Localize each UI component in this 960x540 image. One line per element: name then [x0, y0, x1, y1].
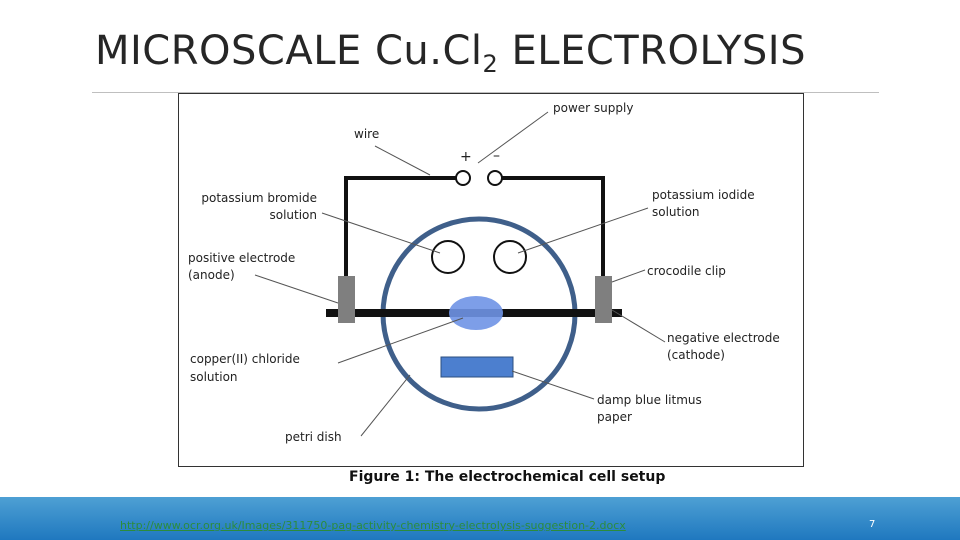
- title-suffix: ELECTROLYSIS: [498, 28, 806, 74]
- label-cathode-line1: negative electrode: [667, 331, 780, 345]
- label-anode-line1: positive electrode: [188, 251, 296, 265]
- plus-sign: +: [460, 149, 472, 165]
- page-number: 7: [869, 519, 876, 530]
- negative-terminal: [488, 171, 502, 185]
- litmus-paper: [441, 357, 513, 377]
- title-subscript: 2: [482, 50, 499, 78]
- potassium-iodide-drop: [494, 241, 526, 273]
- cathode-clip: [595, 276, 612, 323]
- leader-anode: [255, 275, 338, 303]
- potassium-bromide-drop: [432, 241, 464, 273]
- label-litmus-line2: paper: [597, 410, 632, 424]
- positive-terminal: [456, 171, 470, 185]
- leader-power-supply: [478, 112, 548, 163]
- label-ki-line1: potassium iodide: [652, 188, 755, 202]
- title-prefix: MICROSCALE Cu.Cl: [95, 28, 483, 74]
- label-power-supply: power supply: [553, 101, 634, 115]
- label-croc-clip: crocodile clip: [647, 264, 726, 278]
- minus-sign: –: [493, 148, 500, 164]
- label-cucl2-line1: copper(II) chloride: [190, 352, 300, 366]
- leader-croc-clip: [612, 270, 645, 282]
- figure-caption: Figure 1: The electrochemical cell setup: [349, 469, 666, 485]
- copper-chloride-drop: [449, 296, 503, 330]
- label-cathode-line2: (cathode): [667, 348, 725, 362]
- leader-cucl2: [338, 318, 463, 363]
- label-anode-line2: (anode): [188, 268, 235, 282]
- label-litmus-line1: damp blue litmus: [597, 393, 702, 407]
- leader-cathode: [612, 310, 665, 342]
- leader-ki: [518, 208, 648, 253]
- anode-clip: [338, 276, 355, 323]
- leader-kbr: [322, 213, 440, 253]
- leader-wire: [375, 146, 430, 175]
- label-petri-dish: petri dish: [285, 430, 342, 444]
- label-cucl2-line2: solution: [190, 370, 238, 384]
- label-wire: wire: [354, 127, 380, 141]
- leader-petri: [361, 375, 410, 436]
- source-link[interactable]: http://www.ocr.org.uk/Images/311750-pag-activity-chemistry-electrolysis-suggestion-2.docx: [120, 519, 626, 532]
- label-kbr-line1: potassium bromide: [201, 191, 317, 205]
- label-ki-line2: solution: [652, 205, 700, 219]
- label-kbr-line2: solution: [269, 208, 317, 222]
